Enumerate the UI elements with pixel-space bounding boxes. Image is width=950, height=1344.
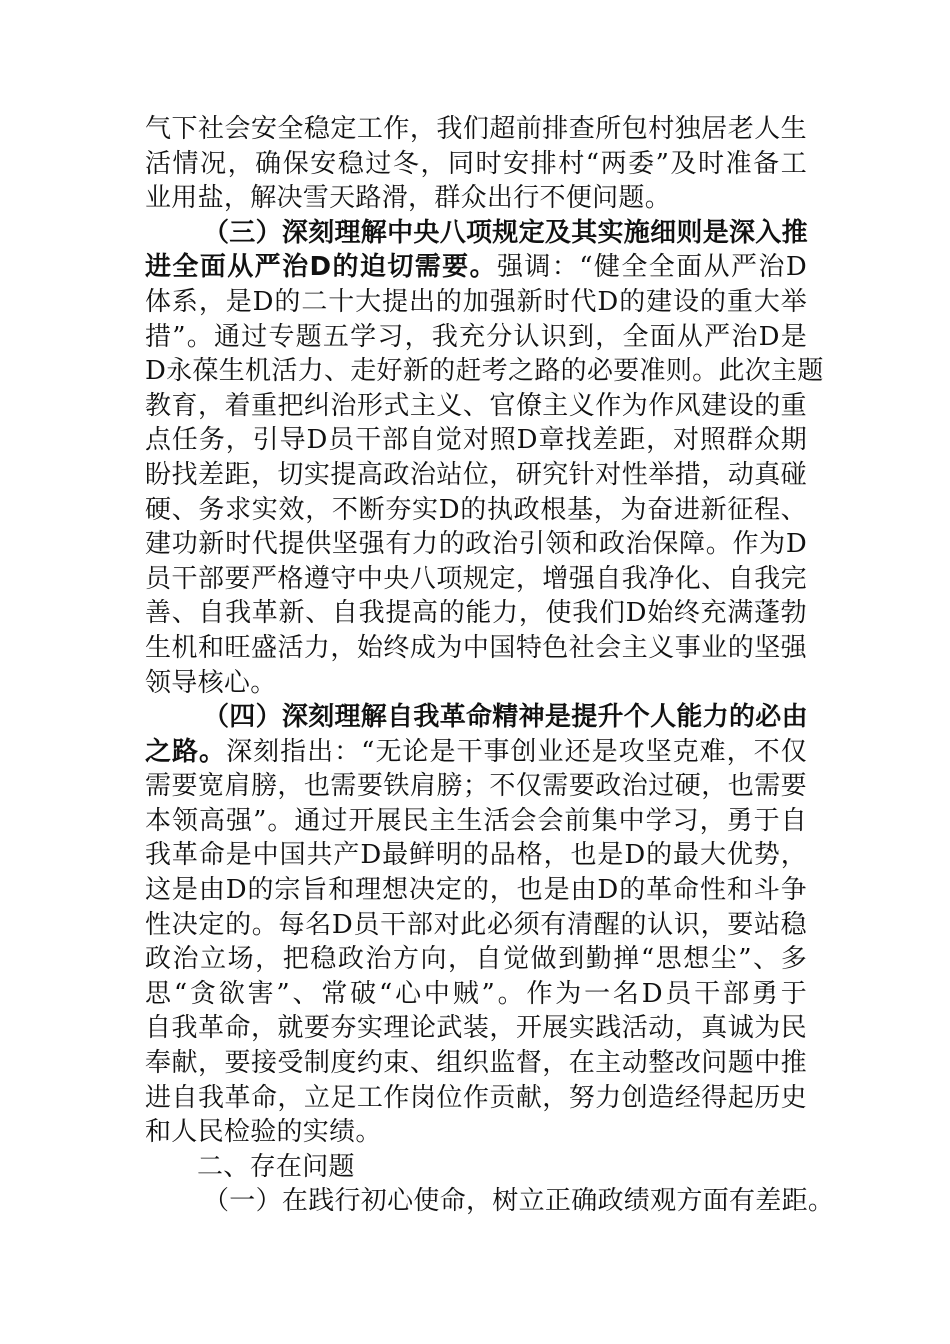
- paragraph-line: 点任务，引导D员干部自觉对照D章找差距，对照群众期: [145, 425, 807, 456]
- section-title-problems: 二、存在问题: [197, 1151, 355, 1182]
- section-heading-4-end: 之路。: [145, 736, 227, 767]
- paragraph-line: 盼找差距，切实提高政治站位，研究针对性举措，动真碰: [145, 459, 807, 490]
- paragraph-line: 需要宽肩膀，也需要铁肩膀；不仅需要政治过硬，也需要: [145, 771, 807, 802]
- paragraph-line: 我革命是中国共产D最鲜明的品格，也是D的最大优势，: [145, 840, 807, 871]
- paragraph-line: 业用盐，解决雪天路滑，群众出行不便问题。: [145, 183, 672, 214]
- section-heading-3-end: 进全面从严治D的迫切需要。: [145, 252, 497, 283]
- paragraph-line: 生机和旺盛活力，始终成为中国特色社会主义事业的坚强: [145, 632, 807, 663]
- paragraph-line: 体系，是D的二十大提出的加强新时代D的建设的重大举: [145, 286, 807, 317]
- paragraph-line: 自我革命，就要夯实理论武装，开展实践活动，真诚为民: [145, 1013, 807, 1044]
- paragraph-line: 活情况，确保安稳过冬，同时安排村“两委”及时准备工: [145, 148, 807, 179]
- paragraph-line: 和人民检验的实绩。: [145, 1117, 382, 1148]
- paragraph-line: 领导核心。: [145, 667, 277, 698]
- paragraph-line: 奉献，要接受制度约束、组织监督，在主动整改问题中推: [145, 1048, 807, 1079]
- paragraph-line: 进自我革命，立足工作岗位作贡献，努力创造经得起历史: [145, 1082, 807, 1113]
- paragraph-text: 深刻指出：“无论是干事创业还是攻坚克难，不仅: [226, 736, 807, 767]
- paragraph-line: [145, 735, 807, 770]
- paragraph-line: 性决定的。每名D员干部对此必须有清醒的认识，要站稳: [145, 909, 807, 940]
- document-body: [145, 112, 835, 1219]
- section-heading-4: （四）深刻理解自我革命精神是提升个人能力的必由: [203, 702, 808, 733]
- paragraph-line: 硬、务求实效，不断夯实D的执政根基，为奋进新征程、: [145, 494, 807, 525]
- subsection-title-1: （一）在践行初心使命，树立正确政绩观方面有差距。: [203, 1186, 835, 1217]
- section-heading-3: （三）深刻理解中央八项规定及其实施细则是深入推: [203, 217, 808, 248]
- paragraph-line: 本领高强”。通过开展民主生活会会前集中学习，勇于自: [145, 805, 807, 836]
- paragraph-text: 强调：“健全全面从严治D: [496, 252, 807, 283]
- paragraph-line: 政治立场，把稳政治方向，自觉做到勤掸“思想尘”、多: [145, 944, 807, 975]
- paragraph-line: 这是由D的宗旨和理想决定的，也是由D的革命性和斗争: [145, 875, 807, 906]
- paragraph-line: D永葆生机活力、走好新的赶考之路的必要准则。此次主题: [145, 356, 824, 387]
- paragraph-line: 建功新时代提供坚强有力的政治引领和政治保障。作为D: [145, 529, 807, 560]
- paragraph-line: 教育，着重把纠治形式主义、官僚主义作为作风建设的重: [145, 390, 807, 421]
- paragraph-line: 思“贪欲害”、常破“心中贼”。作为一名D员干部勇于: [145, 978, 807, 1009]
- paragraph-line: [145, 250, 807, 285]
- paragraph-line: 气下社会安全稳定工作，我们超前排查所包村独居老人生: [145, 114, 807, 144]
- paragraph-line: 措”。通过专题五学习，我充分认识到，全面从严治D是: [145, 321, 807, 352]
- paragraph-line: 员干部要严格遵守中央八项规定，增强自我净化、自我完: [145, 563, 807, 594]
- paragraph-line: 善、自我革新、自我提高的能力，使我们D始终充满蓬勃: [145, 598, 807, 629]
